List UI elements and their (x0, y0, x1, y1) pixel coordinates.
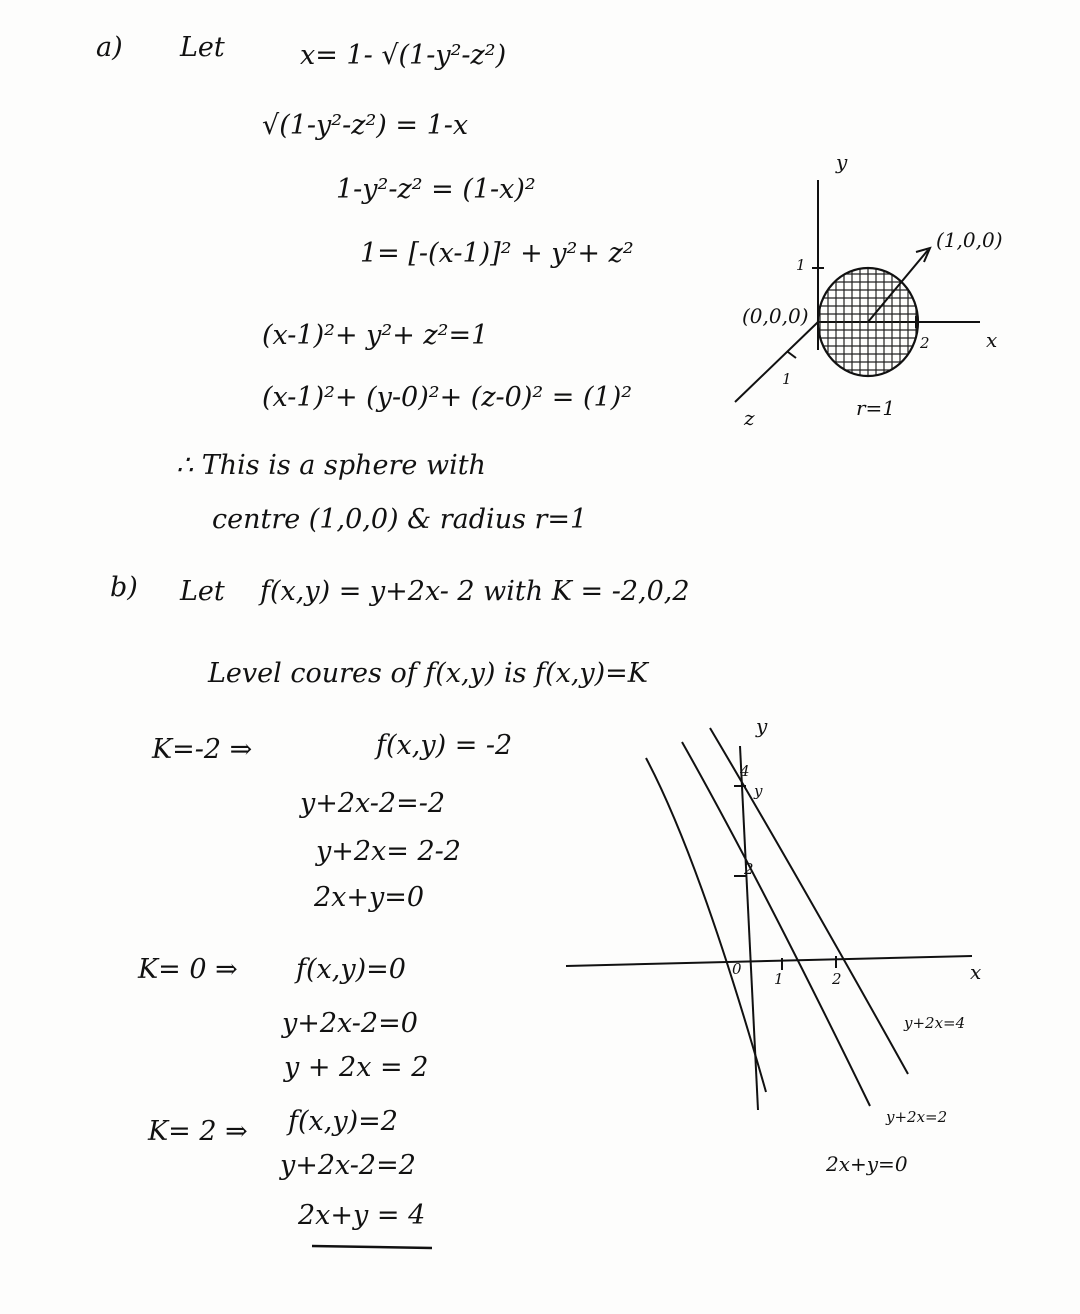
equation-line-2: √(1-y²-z²) = 1-x (262, 110, 469, 141)
graph-x-label: x (970, 960, 982, 984)
graph-x-axis (566, 956, 972, 966)
equation-line-3: 1-y²-z² = (1-x)² (336, 174, 536, 205)
origin-label: (0,0,0) (742, 304, 809, 328)
case-1-line-4: 2x+y=0 (314, 882, 425, 913)
conclusion-line-2: centre (1,0,0) & radius r=1 (212, 504, 588, 535)
sphere-tick-x2: 2 (920, 334, 930, 352)
case-2-line-2: y+2x-2=0 (282, 1008, 418, 1039)
sphere-z-label: z (744, 406, 755, 430)
part-b-label: b) (110, 572, 138, 603)
case-3-line-1: f(x,y)=2 (288, 1106, 398, 1137)
part-a-let: Let (180, 32, 225, 63)
equation-line-5: (x-1)²+ y²+ z²=1 (262, 320, 489, 351)
level-label-4: y+2x=4 (904, 1014, 966, 1032)
graph-y-label: y (756, 714, 768, 738)
equation-line-1: x= 1- √(1-y²-z²) (300, 40, 507, 71)
sphere-tick-z1: 1 (782, 370, 792, 388)
part-a-label: a) (96, 32, 123, 63)
sphere-y-label: y (836, 150, 848, 174)
case-1-line-2: y+2x-2=-2 (300, 788, 446, 819)
graph-origin-label: 0 (732, 960, 742, 978)
level-label-2: y+2x=2 (886, 1108, 948, 1126)
case-3-line-3: 2x+y = 4 (298, 1200, 426, 1231)
case-3-line-2: y+2x-2=2 (280, 1150, 416, 1181)
case-1-line-3: y+2x= 2-2 (316, 836, 461, 867)
level-line-y-plus-2x-2 (682, 742, 870, 1106)
level-label-0: 2x+y=0 (826, 1152, 908, 1176)
conclusion-line-1: ∴ This is a sphere with (176, 450, 486, 481)
graph-tick-y2: 2 (744, 860, 754, 878)
radius-label: r=1 (856, 396, 896, 420)
case-k-0: K= 0 ⇒ (138, 954, 238, 985)
graph-tick-x2: 2 (832, 970, 842, 988)
case-1-line-1: f(x,y) = -2 (376, 730, 513, 761)
case-k-minus-2: K=-2 ⇒ (152, 734, 253, 765)
function-definition: f(x,y) = y+2x- 2 with K = -2,0,2 (260, 576, 690, 607)
level-curves-statement: Level coures of f(x,y) is f(x,y)=K (208, 658, 648, 689)
graph-tick-y4: 4 (740, 762, 750, 780)
part-b-let: Let (180, 576, 225, 607)
case-2-line-3: y + 2x = 2 (284, 1052, 429, 1083)
equation-line-4: 1= [-(x-1)]² + y²+ z² (360, 238, 634, 269)
graph-tick-x1: 1 (774, 970, 784, 988)
equation-line-6: (x-1)²+ (y-0)²+ (z-0)² = (1)² (262, 382, 633, 413)
sphere-x-label: x (986, 328, 998, 352)
case-k-2: K= 2 ⇒ (148, 1116, 248, 1147)
graph-tick-y4-mark: y (754, 782, 763, 800)
sphere-tick-y1: 1 (796, 256, 806, 274)
case-2-line-1: f(x,y)=0 (296, 954, 406, 985)
centre-label: (1,0,0) (936, 228, 1003, 252)
